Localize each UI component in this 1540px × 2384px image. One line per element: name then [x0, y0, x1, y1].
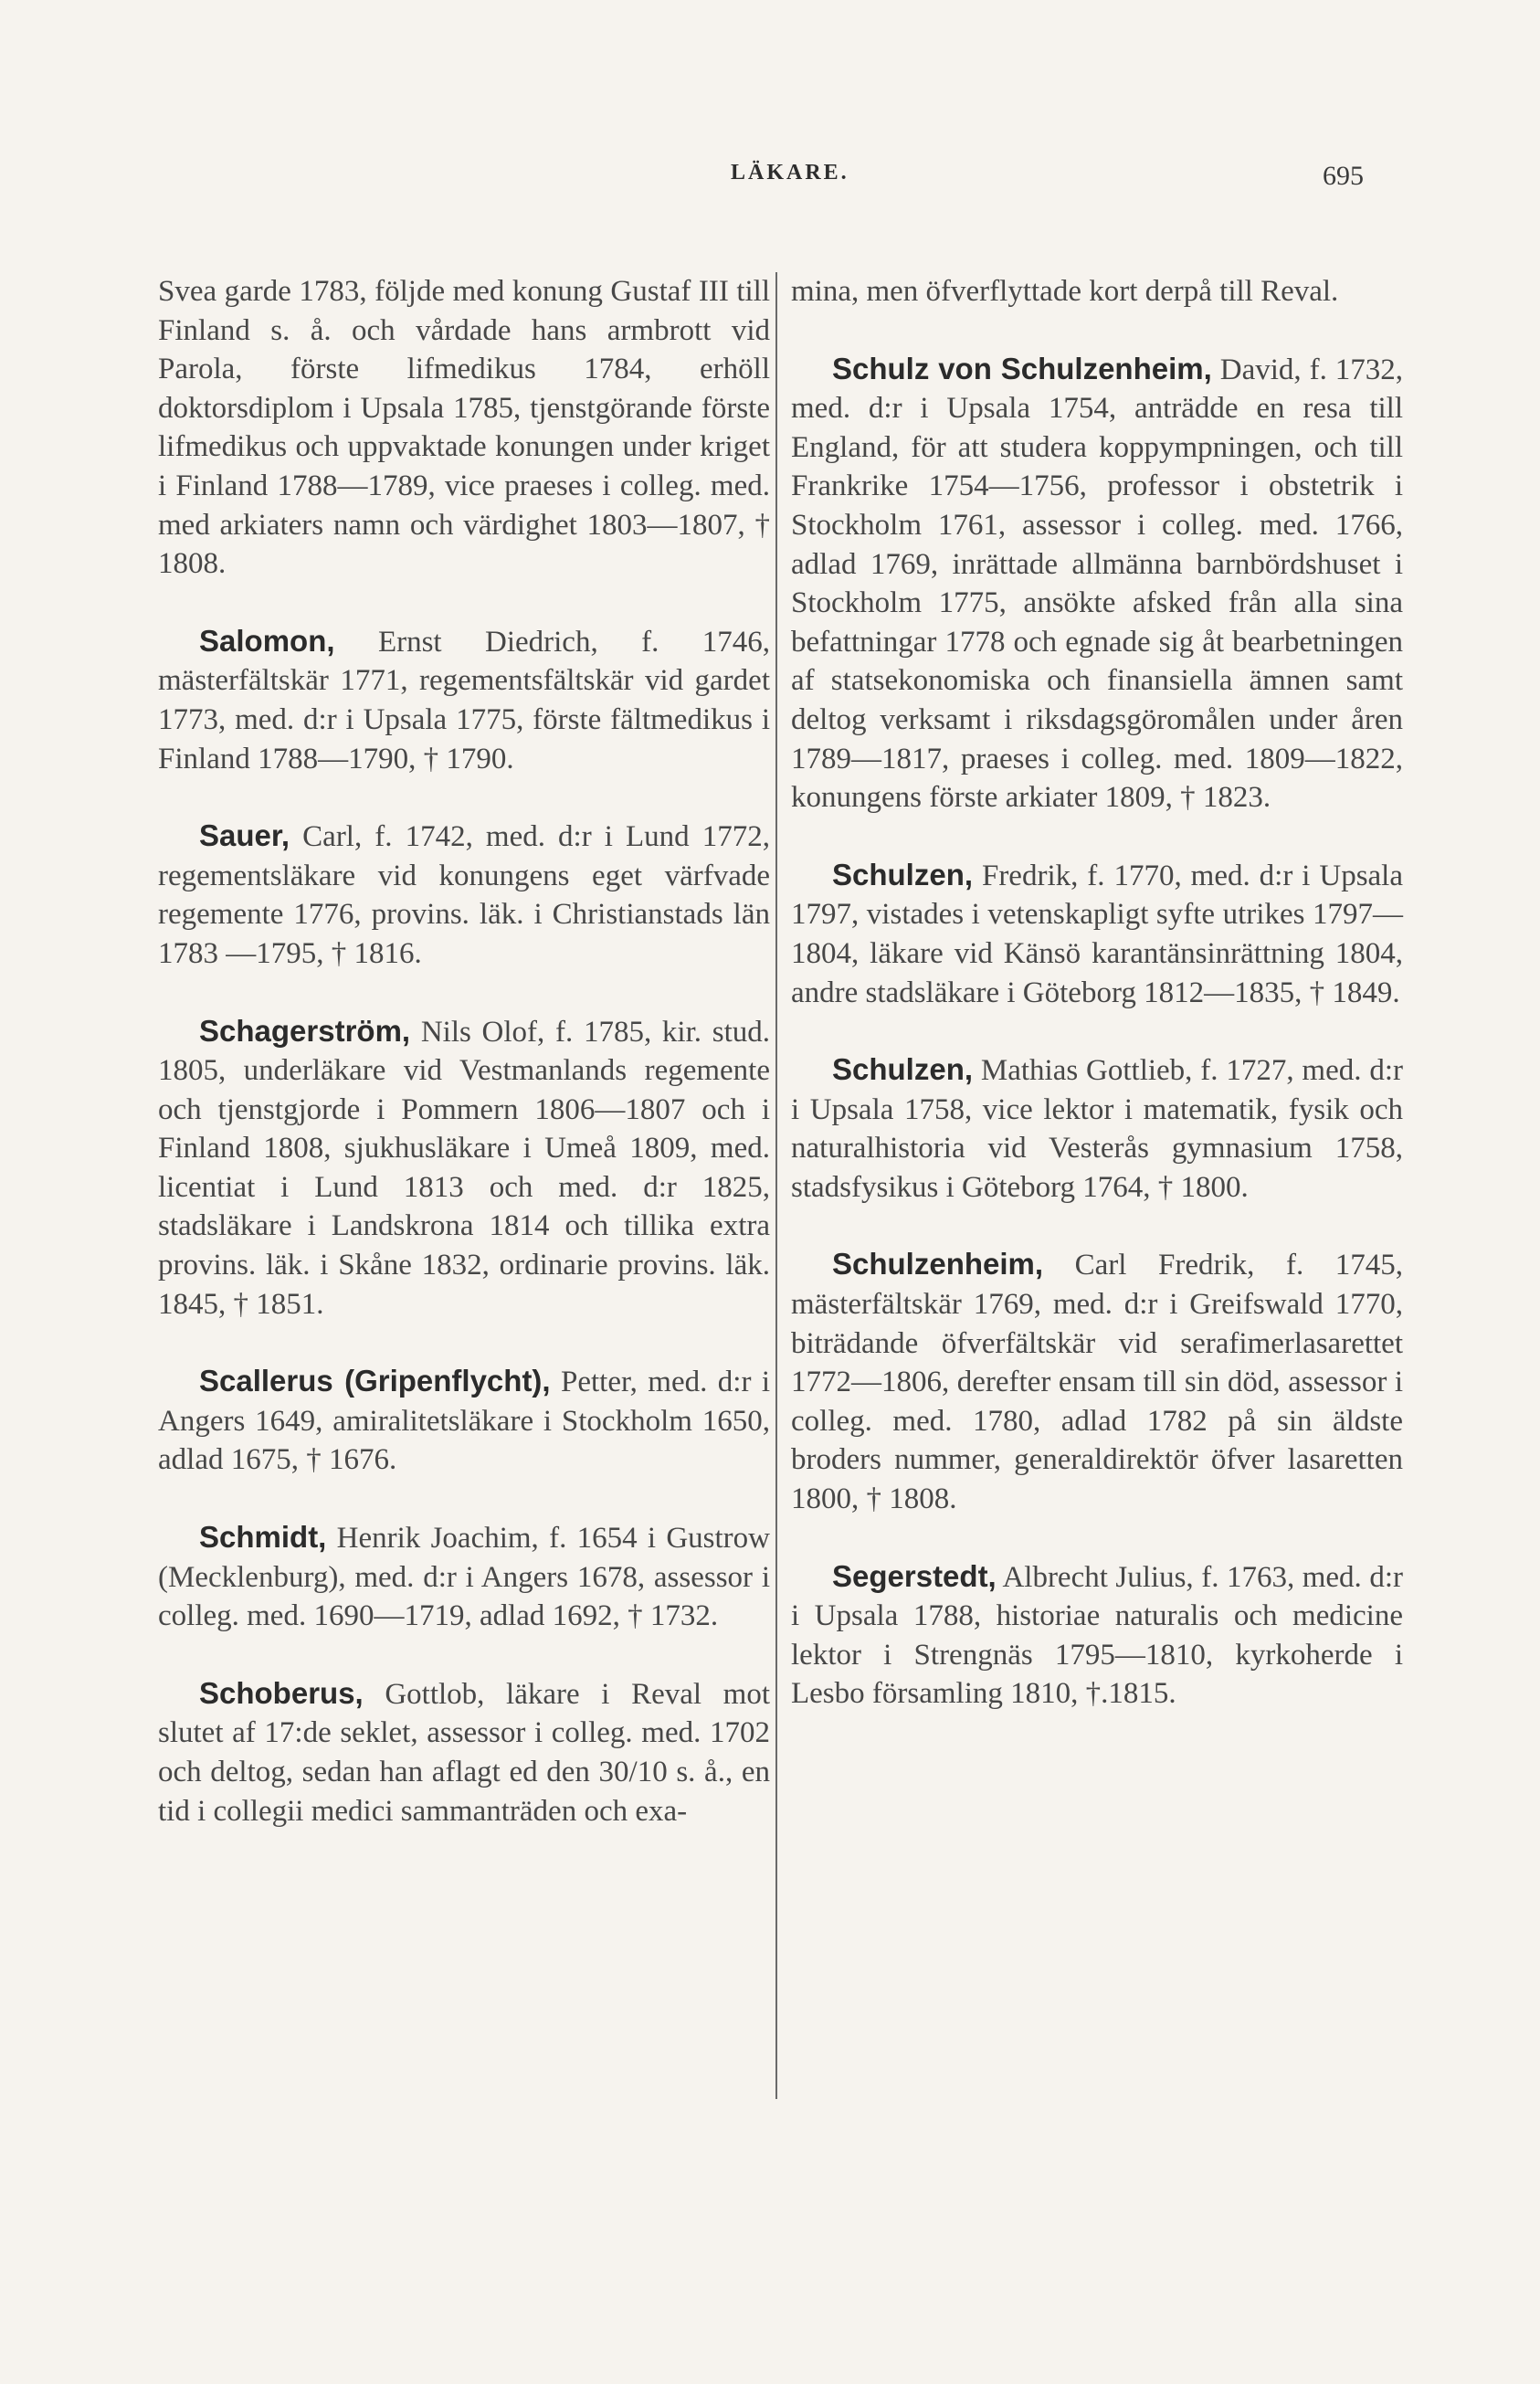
entry-schoberus	[158, 1674, 770, 1830]
entry-schagerstrom	[158, 1012, 770, 1324]
entry-headword: Schulzen,	[832, 1052, 974, 1087]
left-column	[158, 272, 770, 1869]
entry-headword: Schulz von Schulzenheim,	[832, 351, 1212, 385]
entry-headword: Schagerström,	[199, 1013, 411, 1048]
entry-text: Henrik Joachim, f. 1654 i Gustrow (Mecklenburg), med. d:r i Angers 1678, assessor i colleg. med. 1690—1719, adlad 1692, † 1732.	[158, 1522, 771, 1633]
entry-salomon	[158, 622, 770, 778]
entry-schulzen-mathias	[791, 1050, 1403, 1207]
entry-headword: Schmidt,	[199, 1520, 327, 1555]
entry-text: mina, men öfverflyttade kort derpå till Reval.	[791, 275, 1339, 308]
right-column	[791, 272, 1403, 1752]
entry-text: Nils Olof, f. 1785, kir. stud. 1805, underläkare vid Vestmanlands regemente och tjenstgjorde i Pommern 1806—1807 och i Finland 1808, sjukhusläkare i Umeå 1809, med. licentiat i Lund 1813 och med. d:r 1825, stadsläkare i Landskrona 1814 och tillika extra provins. läk. i Skåne 1832, ordinarie provins. läk. 1845, † 1851.	[158, 1015, 770, 1321]
entry-sauer	[158, 817, 770, 973]
entry-headword: Schulzenheim,	[832, 1247, 1044, 1282]
column-divider	[775, 272, 777, 2099]
entry-schulz-von-schulzenheim	[791, 350, 1403, 818]
entry-continuation	[791, 272, 1403, 311]
entry-text: Gottlob, läkare i Reval mot slutet af 17:de seklet, assessor i colleg. med. 1702 och deltog, sedan han aflagt ed den 30/10 s. å., en tid i collegii medici sammanträden och exa-	[158, 1677, 770, 1828]
entry-schulzen-fredrik	[791, 856, 1403, 1012]
entry-text: Fredrik, f. 1770, med. d:r i Upsala 1797, vistades i vetenskapligt syfte utrikes 1797—1804, läkare vid Känsö karantänsinrättning 1804, andre stadsläkare i Göteborg 1812—1835, † 1849.	[791, 859, 1403, 1009]
entry-text: Ernst Diedrich, f. 1746, mästerfältskär 1771, regementsfältskär vid gardet 1773, med. d:r i Upsala 1775, förste fältmedikus i Finland 1788—1790, † 1790.	[158, 625, 770, 775]
entry-headword: Sauer,	[199, 818, 290, 853]
entry-text: Albrecht Julius, f. 1763, med. d:r i Upsala 1788, historiae naturalis och medicine lektor i Strengnäs 1795—1810, kyrkoherde i Lesbo församling 1810, †.1815.	[791, 1560, 1403, 1711]
page-title: LÄKARE.	[731, 161, 849, 185]
page-number: 695	[1323, 161, 1364, 191]
entry-scallerus	[158, 1362, 770, 1480]
entry-headword: Schoberus,	[199, 1675, 364, 1710]
entry-schmidt	[158, 1518, 770, 1636]
entry-text: Carl, f. 1742, med. d:r i Lund 1772, regementsläkare vid konungens eget värfvade regemente 1776, provins. läk. i Christianstads län 1783 —1795, † 1816.	[158, 820, 771, 970]
entry-text: Svea garde 1783, följde med konung Gustaf III till Finland s. å. och vårdade hans armbrott vid Parola, förste lifmedikus 1784, erhöll doktorsdiplom i Upsala 1785, tjenstgörande förste lifmedikus och uppvaktade konungen under kriget i Finland 1788—1789, vice praeses i colleg. med. med arkiaters namn och värdighet 1803—1807, † 1808.	[158, 275, 770, 581]
entry-schulzenheim	[791, 1245, 1403, 1518]
entry-text: Petter, med. d:r i Angers 1649, amiralitetsläkare i Stockholm 1650, adlad 1675, † 1676.	[158, 1366, 771, 1477]
entry-text: David, f. 1732, med. d:r i Upsala 1754, anträdde en resa till England, för att studera koppympningen, och till Frankrike 1754—1756, professor i obstetrik i Stockholm 1761, assessor i colleg. med. 1766, adlad 1769, inrättade allmänna barnbördshuset i Stockholm 1775, ansökte afsked från alla sina befattningar 1778 och egnade sig åt bearbetningen af statsekonomiska och finansiella ämnen samt deltog verksamt i riksdagsgöromålen under åren 1789—1817, praeses i colleg. med. 1809—1822, konungens förste arkiater 1809, † 1823.	[791, 353, 1404, 815]
entry-headword: Scallerus (Gripenflycht),	[199, 1364, 551, 1398]
entry-headword: Segerstedt,	[832, 1558, 997, 1593]
entry-headword: Schulzen,	[832, 857, 974, 891]
entry-segerstedt	[791, 1557, 1403, 1714]
entry-headword: Salomon,	[199, 623, 335, 658]
entry-continuation	[158, 272, 770, 584]
entry-text: Carl Fredrik, f. 1745, mästerfältskär 1769, med. d:r i Greifswald 1770, biträdande öfverfältskär vid serafimerlasarettet 1772—1806, derefter ensam till sin död, assessor i colleg. med. 1780, adlad 1782 på sin äldste broders nummer, generaldirektör öfver lasaretten 1800, † 1808.	[791, 1249, 1404, 1516]
page-header	[0, 161, 1540, 197]
entry-text: Mathias Gottlieb, f. 1727, med. d:r i Upsala 1758, vice lektor i matematik, fysik och naturalhistoria vid Vesterås gymnasium 1758, stadsfysikus i Göteborg 1764, † 1800.	[791, 1054, 1403, 1204]
